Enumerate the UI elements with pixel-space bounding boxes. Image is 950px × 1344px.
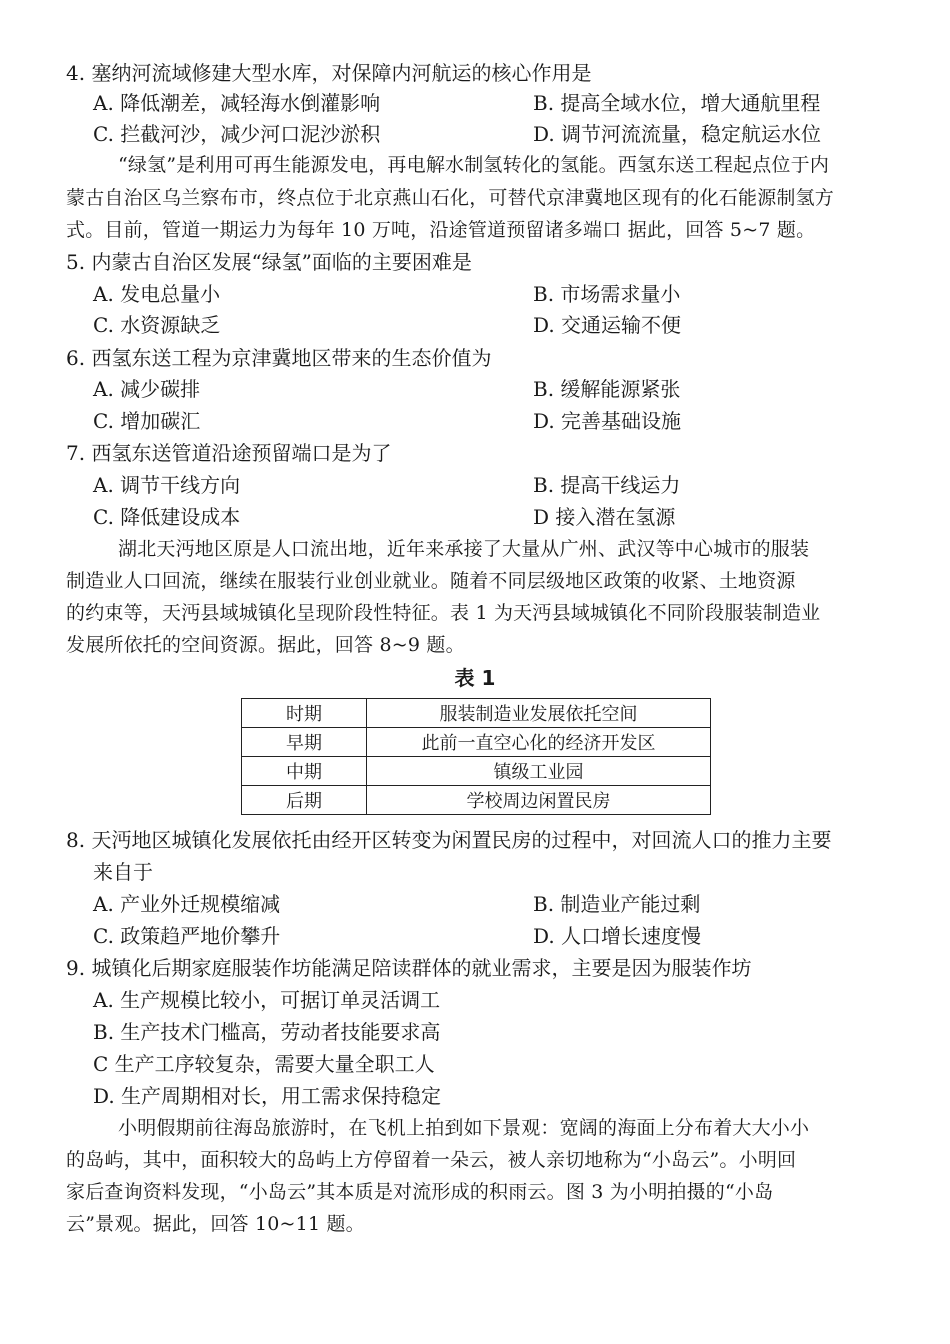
question-4-option-c: C. 拦截河沙，减少河口泥沙淤积 bbox=[93, 122, 381, 146]
table-cell-period: 后期 bbox=[242, 786, 367, 815]
table-header-period: 时期 bbox=[242, 699, 367, 728]
question-7-option-b: B. 提高干线运力 bbox=[533, 473, 681, 497]
question-8-option-a: A. 产业外迁规模缩减 bbox=[93, 892, 281, 916]
question-7-option-a: A. 调节干线方向 bbox=[93, 473, 241, 497]
table-header-space: 服装制造业发展依托空间 bbox=[367, 699, 711, 728]
question-8-option-b: B. 制造业产能过剩 bbox=[533, 892, 701, 916]
question-6-option-a: A. 减少碳排 bbox=[93, 377, 201, 401]
question-9-option-c: C 生产工序较复杂，需要大量全职工人 bbox=[93, 1052, 435, 1076]
question-8-stem-line-2: 来自于 bbox=[93, 860, 153, 884]
question-4-stem: 4. 塞纳河流域修建大型水库，对保障内河航运的核心作用是 bbox=[66, 61, 592, 85]
question-6-stem: 6. 西氢东送工程为京津冀地区带来的生态价值为 bbox=[66, 346, 492, 370]
table-row bbox=[242, 757, 711, 786]
passage-2-line-3: 的约束等，天沔县域城镇化呈现阶段性特征。表 1 为天沔县域城镇化不同阶段服装制造业 bbox=[66, 602, 821, 624]
question-4-option-d: D. 调节河流流量，稳定航运水位 bbox=[533, 122, 822, 146]
table-cell-space: 学校周边闲置民房 bbox=[367, 786, 711, 815]
question-5-option-d: D. 交通运输不便 bbox=[533, 313, 682, 337]
passage-3-line-2: 的岛屿，其中，面积较大的岛屿上方停留着一朵云，被人亲切地称为“小岛云”。小明回 bbox=[66, 1149, 797, 1171]
table-row bbox=[242, 786, 711, 815]
question-8-option-c: C. 政策趋严地价攀升 bbox=[93, 924, 281, 948]
passage-1-line-2: 蒙古自治区乌兰察布市，终点位于北京燕山石化，可替代京津冀地区现有的化石能源制氢方 bbox=[66, 187, 835, 209]
question-8-option-d: D. 人口增长速度慢 bbox=[533, 924, 702, 948]
question-9-option-d: D. 生产周期相对长，用工需求保持稳定 bbox=[93, 1084, 442, 1108]
passage-2-line-1: 湖北天沔地区原是人口流出地，近年来承接了大量从广州、武汉等中心城市的服装 bbox=[118, 538, 810, 560]
table-cell-period: 早期 bbox=[242, 728, 367, 757]
question-7-stem: 7. 西氢东送管道沿途预留端口是为了 bbox=[66, 441, 392, 465]
passage-3-line-4: 云”景观。据此，回答 10~11 题。 bbox=[66, 1213, 365, 1235]
passage-3-line-3: 家后查询资料发现，“小岛云”其本质是对流形成的积雨云。图 3 为小明拍摄的“小岛 bbox=[66, 1181, 774, 1203]
question-9-stem: 9. 城镇化后期家庭服装作坊能满足陪读群体的就业需求，主要是因为服装作坊 bbox=[66, 956, 752, 980]
table-cell-period: 中期 bbox=[242, 757, 367, 786]
passage-3-line-1: 小明假期前往海岛旅游时，在飞机上拍到如下景观：宽阔的海面上分布着大大小小 bbox=[118, 1117, 810, 1139]
question-7-option-d: D 接入潜在氢源 bbox=[533, 505, 676, 529]
table-row bbox=[242, 728, 711, 757]
question-5-stem: 5. 内蒙古自治区发展“绿氢”面临的主要困难是 bbox=[66, 250, 472, 274]
question-8-stem-line-1: 8. 天沔地区城镇化发展依托由经开区转变为闲置民房的过程中，对回流人口的推力主要 bbox=[66, 828, 832, 852]
question-9-option-a: A. 生产规模比较小，可据订单灵活调工 bbox=[93, 988, 441, 1012]
question-6-option-d: D. 完善基础设施 bbox=[533, 409, 682, 433]
passage-1-line-1: “绿氢”是利用可再生能源发电，再电解水制氢转化的氢能。西氢东送工程起点位于内 bbox=[118, 154, 830, 176]
table-1 bbox=[241, 698, 711, 815]
table-cell-space: 此前一直空心化的经济开发区 bbox=[367, 728, 711, 757]
question-7-option-c: C. 降低建设成本 bbox=[93, 505, 241, 529]
table-cell-space: 镇级工业园 bbox=[367, 757, 711, 786]
question-5-option-b: B. 市场需求量小 bbox=[533, 282, 681, 306]
question-6-option-c: C. 增加碳汇 bbox=[93, 409, 201, 433]
table-header-row bbox=[242, 699, 711, 728]
question-9-option-b: B. 生产技术门槛高，劳动者技能要求高 bbox=[93, 1020, 441, 1044]
question-5-option-a: A. 发电总量小 bbox=[93, 282, 221, 306]
table-1-caption: 表 1 bbox=[454, 666, 496, 690]
question-6-option-b: B. 缓解能源紧张 bbox=[533, 377, 681, 401]
question-4-option-a: A. 降低潮差，减轻海水倒灌影响 bbox=[93, 91, 381, 115]
passage-1-line-3: 式。目前，管道一期运力为每年 10 万吨，沿途管道预留诸多端口 据此，回答 5~7 题。 bbox=[66, 219, 816, 241]
question-5-option-c: C. 水资源缺乏 bbox=[93, 313, 221, 337]
question-4-option-b: B. 提高全域水位，增大通航里程 bbox=[533, 91, 821, 115]
passage-2-line-4: 发展所依托的空间资源。据此，回答 8~9 题。 bbox=[66, 634, 465, 656]
passage-2-line-2: 制造业人口回流，继续在服装行业创业就业。随着不同层级地区政策的收紧、土地资源 bbox=[66, 570, 796, 592]
